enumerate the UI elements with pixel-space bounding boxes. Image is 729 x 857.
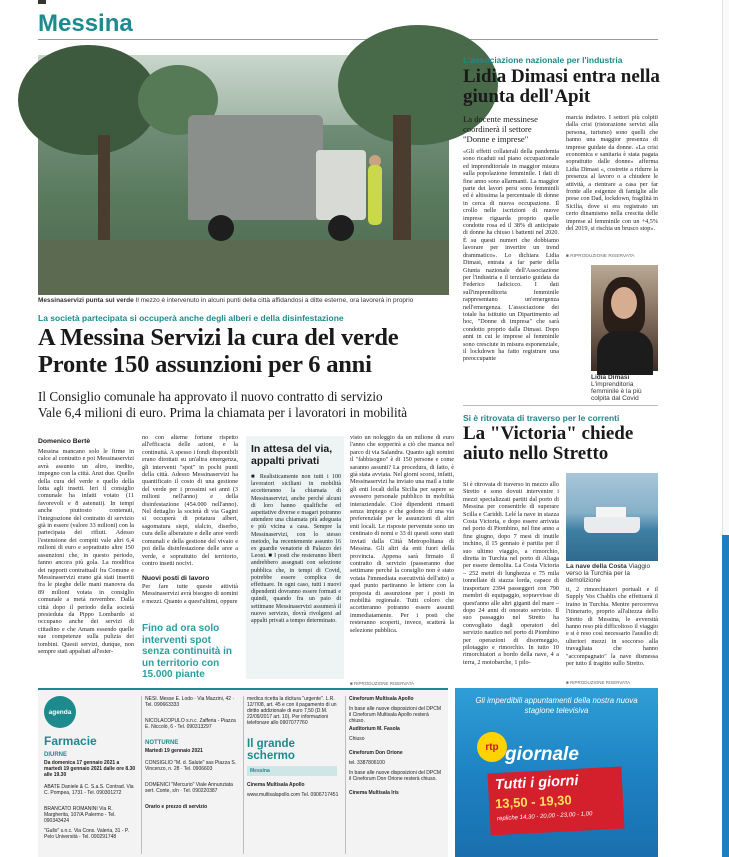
story3-headline: La "Victoria" chiede aiuto nello Stretto bbox=[463, 423, 634, 464]
diurne-label: DIURNE bbox=[44, 752, 68, 758]
cinema-apollo-web: www.multisalapollo.com Tel. 0906717451 bbox=[247, 792, 339, 798]
pharmacy-6: CONSIGLIO "M. d. Salute" sas Piazza S. Vincenzo, n. 28 · Tel. 0906603 bbox=[145, 760, 237, 772]
sidebar-box bbox=[246, 436, 344, 679]
story2-column-2: marcia indietro. I settori più colpiti dalla crisi (ristorazione servizi alla persona, turismo) sono quelli che hanno una maggior presenza di imprese guidate da donne. «La crisi economica e sanitaria è stata pagata soprattutto dalle donne» afferma Lidia Dimasi «, costrette a ridurre la presenza al lavoro o a chiudere le attività, a rientrare a casa per far fronte alle esigenze di famiglie alle prese con Dad, lockdown, fragilità in Sicilia, dove si era registrato un certo dinamismo nella crescita delle imprese al femminile con un +4,5% del 2019, si rischia un brusco stop». bbox=[566, 114, 658, 233]
lead-photo-caption: Messinaservizi punta sul verde Il mezzo è intervenuto in alcuni punti della città affidandosi a ditte esterne, ora lavorerà in proprio bbox=[38, 297, 414, 304]
lead-column-2b: Per fare tutte queste attività Messinaservizi avrà bisogno di uomini e mezzi. Quanto a quest'ultimi, oppure bbox=[142, 583, 238, 605]
story2-deck: La docente messinese coordinerà il settore "Donne e imprese" bbox=[463, 114, 538, 144]
lead-pull-quote: Fino ad ora solo interventi spot senza continuità in un territorio con 15.000 piante bbox=[142, 623, 233, 680]
story2-headline: Lidia Dimasi entra nella giunta dell'Apit bbox=[463, 66, 660, 107]
ship-photo bbox=[566, 473, 658, 561]
pharmacy-1: ABATE Daniele & C. S.a.S. Contrad. Via C. Pompea, 1731 - Tel. 090301272 bbox=[44, 784, 134, 796]
lead-headline: A Messina Servizi la cura del verde Pronte 150 assunzioni per 6 anni bbox=[38, 324, 399, 378]
story3-column-1: Si è ritrovata di traverso in mezzo allo Stretto e sono dovuti intervenire i mezzi specializzati partiti dal porto di Messina per consentirle di superare Scilla e Cariddi. Lelé la nave in stazza Costa Victoria, e dopo essere arrivata nel porto di Piombino, nel fine anno a fine giugno, dopo 7 mesi di inutile inchino, il 15 gennaio è partita per il suo ultimo viaggio, a rimorchio, diretta in Turchia nel porto di Aliaga per essere demolita. La Costa Victoria – 252 metri di lunghezza e 75 mila tonnellate di stazza lorda, capace di trasportare 2394 passeggeri con 790 membri di equipaggio, sopravvisse di quest'anno alle altri giganti del mare – dopo 24 anni di onorato servizio. Il suo passaggio nel Stretto ha convogliato dagli operatori del servizio nautico nel porto di Piombino per operazioni di disormeggio, pilotaggio e rimorchio. In tutto 10 rimorchiatori a bordo della nave, 4 a terra, 2 motobarche, 1 pilo- bbox=[463, 481, 559, 666]
sidebar-box-title: In attesa del via, appalti privati bbox=[251, 443, 333, 467]
lead-subheadline: Il Consiglio comunale ha approvato il nuovo contratto di servizio Vale 6,4 milioni di euro. Prima la chiamata per i lavoratori in mobilità bbox=[38, 389, 408, 420]
city-band bbox=[247, 766, 337, 776]
header-marker bbox=[38, 0, 46, 4]
pharmacy-7: DOMENICI "Mercurio" Viale Annunziata sert. Conte, s/n · Tel. 090220387 bbox=[145, 782, 233, 794]
sidebar-box-text: ■ Realisticamente non tutti i 100 lavoratori siciliani in mobilità accetteranno la chiamata di Messinaservizi, anche perché alcuni di loro hanno qualifiche ed aspettative diverse e magari potranno attendere una chiamata più adeguata e più vicina a casa. Sempre la Messinaservizi, con lo stesso metodo, ha recentemente assunto 16 ex guardie venatorie di Palazzo dei Leoni. ■ I posti che resteranno liberi andrebbero assegnati con selezione pubblica che, in tempi di Covid, potrebbe essere complica de effettuare. In ogni caso, tutti i nuovi dipendenti dovranno essere formati e quindi, quando fra un paio di settimane Messinaservizi assumerà il nuovo servizio, dovrà rivolgersi ad appalti privati a tempo determinato. bbox=[251, 474, 341, 625]
pharmacy-2: BRANCATO ROMANINI Via R. Margherita, 107/A Palermo - Tel. 090343424 bbox=[44, 806, 116, 824]
story2-column-1: «Gli effetti collaterali della pandemia sono ricaduti sul piano occupazionale ed imprenditoriale in maggior misura sulla popolazione femminile. I dati di fine anno sono allarmanti. La maggior parte dei lavori persi sono femminili ed è altissima la percentuale di donne in cerca di nuova occupazione. Il crollo nelle iscrizioni di nuove imprese riguarda proprio quelle condotte rosa ed il 38% di anticipate di donne ha chiuso i battenti nel 2020. È su questi numeri che dobbiamo lavorare per invertire un trend drammatico». Lo dichiara Lidia Dimasi, entrata a far parte della Giunta nazionale dell'Associazione per l'industria e il terziario guidata da Federico Iadicicco. I dati sull'imprenditoria femminile rappresentano un'emergenza nell'emergenza. L'associazione dei totale ha istituito un Dipartimento ad hoc, "Donne di impresa" che sarà condotto proprio dalla Dimasi. Dopo anni in cui le imprese al femminile sono cresciute in misura esponenziale, il lockdown ha fatto registrare una preoccupante bbox=[463, 148, 559, 363]
byline: Domenico Bertè bbox=[38, 438, 91, 445]
adjacent-page-ad-edge bbox=[722, 535, 729, 857]
lead-column-2: no con alterne fortune rispetto all'efficacia delle azioni, e la continuità. A spesso i fondi disponibili erano dirottati su un'altra emergenza, gli interventi "spot" in pochi punti della città. Adesso Messinaservizi ha quantificato il costo di una gestione del verde per i prossimi sei anni (3 milioni nell'anno) e della disinfestazione (454.000 nell'anno). Nel dettaglio la società di via Gagini si occuperà di potatura alberi, sagomatura siepi, sfalcio, diserbo, cura delle alberature e delle aree verdi comunali e della gestione del vivaio e poi della disinfestazione delle aree a verde, e soprattutto del territorio, contro insetti nocivi. bbox=[142, 434, 238, 567]
lead-photo bbox=[38, 55, 449, 295]
lead-subhead: Nuovi posti di lavoro bbox=[142, 575, 210, 582]
rtp-logo: rtp bbox=[477, 732, 507, 762]
pharmacy-5: NICOLACOPULO s.n.c. Zafferia - Piazza E. Niccolò, 6 - Tel. 090313297 bbox=[145, 718, 236, 730]
portrait-caption: Lidia Dimasi L'imprenditoria femminile è la più colpita dal Covid bbox=[591, 374, 642, 402]
agenda-box bbox=[38, 688, 448, 857]
lead-kicker: La società partecipata si occuperà anche degli alberi e della disinfestazione bbox=[38, 313, 344, 323]
notturne-date: Martedì 19 gennaio 2021 bbox=[145, 748, 203, 754]
agenda-logo: agenda bbox=[44, 696, 76, 728]
service-note: Orario e prezzo di servizio bbox=[145, 804, 208, 810]
section-header bbox=[38, 6, 658, 40]
tv-ad-repliche: repliche 14,30 - 20,00 - 23,00 - 1,00 bbox=[496, 811, 593, 823]
farmacie-heading: Farmacie bbox=[44, 734, 97, 748]
cinema-apollo: Cinema Multisala Apollo bbox=[247, 782, 305, 788]
grande-schermo-heading: Il grande schermo bbox=[247, 738, 295, 762]
medical-note: medica ricetta la dicitura "urgente". L.R. 12/7/08, art. 45 e con il pagamento di un diritto addizionale di euro 7,50 (D.M. 22/09/2017 art. 10). Per informazioni telefonare allo 0907077760 bbox=[247, 696, 337, 726]
cinema-iris: Cinema Multisala Iris bbox=[349, 790, 399, 796]
tv-ad-tagline: Gli imperdibili appuntamenti della nostra nuova stagione televisiva bbox=[475, 696, 638, 715]
story3-kicker: Si è ritrovata di traverso per le correnti bbox=[463, 413, 620, 423]
lead-column-4: visto un noleggio da un milione di euro l'anno che sopperirà a ciò che manca nel parco di via Salandra. Quanto agli uomini il "fabbisogno" è di 150 persone e come saranno assunti? La procedura, di fatto, è già stata avviata. Nel giorni scorsi, infatti, Messinaservizi ha inviato una mail a tutte gli enti locali della Sicilia per sapere se avessero personale pubblico in mobilità interaziendale. Cioè dipendenti rimasti senza impiego e che godono di una via preferenziale per le assunzioni di altri enti locali. Le risposte pervenute sono un centinaio di nomi e 33 di questi sono stati inviati dalla Città Metropolitana di Messina. Gli altri da enti fuori della provincia. Appena sarà firmato il contratto di servizio (passeranno due settimane perché la consiglio non è stato votata l'immediata esecutività dell'atto) a quel punto partiranno le lettere con la proposta di assunzione per i posti in mobilità regionale. Tutti coloro che accetteranno potranno essere assunti immediatamente. Per i posti che resteranno scoperti, invece, scatterà la selezione pubblica. bbox=[350, 434, 454, 634]
cineforum-orione-tel: tel. 3387806100 bbox=[349, 760, 385, 766]
auditorium-text: Chiuso bbox=[349, 736, 365, 742]
diurne-range: Da domenica 17 gennaio 2021 a martedì 19 gennaio 2021 dalle ore 8.30 alle 19.30 bbox=[44, 760, 136, 778]
tv-advertisement bbox=[455, 688, 658, 857]
story3-column-2: ti, 2 rimorchiatori portuali e il Supply Vos Chablis che effettuerà il traino in Turchia. Mentre percorreva l'itinerario, proprio all'altezza dello Stretto di Messina, le avversità hanno reso più difficoltoso il viaggio e si è reso così necessario l'ausilio di ulteriori mezzi in soccorso alla travagliata che hanno "accompagnato" la nave dismessa per tutto il tragitto sullo Stretto. bbox=[566, 586, 658, 668]
story3-signature: ■ RIPRODUZIONE RISERVATA bbox=[566, 680, 631, 685]
section-title: Messina bbox=[38, 10, 133, 37]
pharmacy-3: "Gullo" s.n.c. Via Cons. Valeria, 31 - P. Pelo Università - Tel. 090291748 bbox=[44, 828, 129, 840]
cineforum-orione: Cineforum Don Orione bbox=[349, 750, 403, 756]
cineforum-apollo-text: In base alle nuove disposizioni del DPCM il Cineforum Multisala Apollo resterà chiuso. bbox=[349, 706, 441, 724]
divider bbox=[463, 405, 658, 406]
portrait-photo bbox=[591, 265, 658, 371]
ship-caption: La nave della Costa Viaggio verso la Turchia per la demolizione bbox=[566, 563, 651, 584]
notturne-label: NOTTURNE bbox=[145, 740, 179, 746]
auditorium: Auditorium M. Fasola bbox=[349, 726, 400, 732]
cineforum-apollo: Cineforum Multisala Apollo bbox=[349, 696, 414, 702]
tv-ad-title: giornale bbox=[505, 744, 579, 765]
lead-signature: ■ RIPRODUZIONE RISERVATA bbox=[350, 681, 415, 686]
city-label: Messina bbox=[250, 768, 270, 774]
tv-ad-tutti: Tutti i giorni bbox=[494, 772, 579, 794]
pharmacy-4: NESI. Messe E. Lodo · Via Mazzini, 42 · Tel. 090663333 bbox=[145, 696, 235, 708]
tv-ad-hours: 13,50 - 19,30 bbox=[494, 792, 572, 812]
cineforum-orione-text: In base alle nuove disposizioni del DPCM il Cineforum Don Orione resterà chiuso. bbox=[349, 770, 441, 782]
story2-kicker: L'associazione nazionale per l'industria bbox=[463, 55, 623, 65]
story2-signature: ■ RIPRODUZIONE RISERVATA bbox=[566, 254, 635, 259]
lead-column-1: Messina mancano solo le firme in calce al contratto e poi Messinaservizi avrà assunto un altro, inedito, impegno con la città. Anzi due. Quello della cura del verde e quello della lotta agli insetti. Ieri il consiglio comunale ha infatti votato (11 favorevoli e 8 astenuti). In tempi anche piuttosto contenuti, l'integrazione del contratto di servizio già in essere (valore 33 milioni) con la partecipata dei rifiuti. Adesso l'estensione dei compiti vale altri 6,4 milioni di euro e soprattutto altre 150 assunzioni che, in questo periodo, fanno ancora più gola. La modifica dei rapporti contrattuali fra Comune e Messinaservizi erano già stati inseriti fra le pieghe delle mani manovra da 89 milioni votata in consiglio comunale a metà novembre. Dalla città dopo il periodo della società presieduta da Pippo Lombardo si occupano anche dei servizi di cittadino e che Amam essendo quelle sue competenze sulla pulizia dei tombini. Questi servizi, dunque, non sempre stati appaltati all'ester- bbox=[38, 448, 134, 655]
